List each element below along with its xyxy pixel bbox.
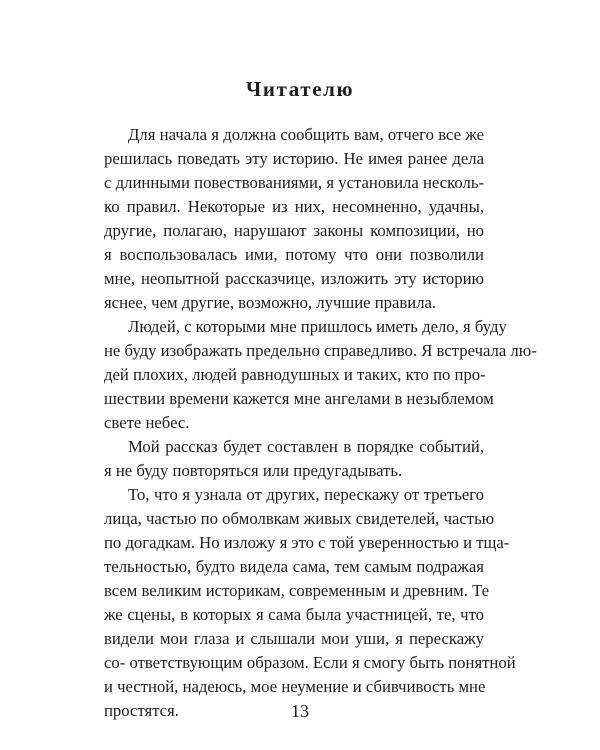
text-line: дей плохих, людей равнодушных и таких, кто по про-	[104, 365, 486, 384]
text-line: Людей, с которыми мне пришлось иметь дело, я буду	[128, 317, 507, 336]
text-line: с длинными повествованиями, я установила несколь-	[104, 173, 484, 192]
text-line: другие, полагаю, нарушают законы композиции, но	[104, 221, 484, 240]
text-line: простятся.	[104, 701, 179, 720]
text-line: свете небес.	[104, 413, 190, 432]
text-line: я не буду повторяться или предугадывать.	[104, 461, 403, 480]
text-line: Для начала я должна сообщить вам, отчего все же	[128, 125, 484, 144]
text-line: и честной, надеюсь, мое неумение и сбивчивость мне	[104, 677, 486, 696]
text-line: ко правил. Некоторые из них, несомненно, удачны,	[104, 197, 484, 216]
text-line: видели мои глаза и слышали мои уши, я перескажу	[104, 629, 484, 648]
text-line: всем великим историкам, современным и древним. Те	[104, 581, 490, 600]
text-line: я воспользовалась ими, потому что они позволили	[104, 245, 484, 264]
text-line: шествии времени кажется мне ангелами в незыблемом	[104, 389, 494, 408]
text-line: со- ответствующим образом. Если я смогу быть понятной	[104, 653, 516, 672]
text-line: мне, неопытной рассказчице, изложить эту историю	[104, 269, 484, 288]
text-line: тельностью, будто видела сама, тем самым подражая	[104, 557, 484, 576]
text-line: Мой рассказ будет составлен в порядке событий,	[128, 437, 484, 456]
text-line: же сцены, в которых я сама была участницей, те, что	[104, 605, 484, 624]
page-number: 13	[291, 701, 309, 721]
text-line: по догадкам. Но изложу я это с той уверенностью и тща-	[104, 533, 510, 552]
text-line: не буду изображать предельно справедливо. Я встречала лю-	[104, 341, 537, 360]
chapter-title: Читателю	[245, 77, 355, 101]
text-line: яснее, чем другие, возможно, лучшие правила.	[104, 293, 437, 312]
text-line: лица, частью по обмолвкам живых свидетелей, частью	[104, 509, 495, 528]
text-line: То, что я узнала от других, перескажу от третьего	[128, 485, 484, 504]
text-line: решилась поведать эту историю. Не имея ранее дела	[104, 149, 484, 168]
